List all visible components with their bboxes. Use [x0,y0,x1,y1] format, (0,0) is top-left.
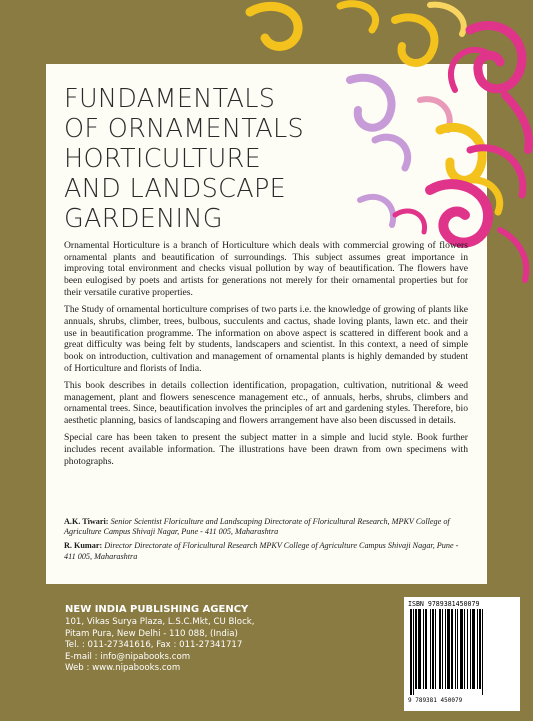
blurb [64,240,468,473]
publisher-name: NEW INDIA PUBLISHING AGENCY [65,604,249,615]
barcode-bar [477,609,478,689]
barcode-bar [482,609,483,695]
barcode-bar [435,609,436,689]
barcode-bar [470,609,471,689]
blurb-paragraph: Special care has been taken to present the subject matter in a simple and lucid style. Book further includes recent available information. The illustrations have been drawn from own specimens with photographs. [64,432,468,467]
book-title [64,84,364,234]
barcode-bar [413,609,414,695]
publisher-phone: Tel. : 011-27341616, Fax : 011-27341717 [65,640,243,650]
barcode-bar [439,609,441,689]
barcode-bar [460,609,463,689]
title-line: FUNDAMENTALS [64,84,276,114]
barcode-bar [425,609,427,689]
publisher-email[interactable]: E-mail : info@nipabooks.com [65,651,191,662]
barcode-bar [464,609,465,689]
title-line: GARDENING [64,204,223,234]
barcode-bars [408,609,516,695]
barcode-bar [455,609,456,689]
barcode-bar [447,609,450,689]
author-bios [64,517,468,566]
publisher-website[interactable]: Web : www.nipabooks.com [65,663,181,673]
blurb-paragraph: Ornamental Horticulture is a branch of Horticulture which deals with commercial growing of flowers ornamental plants and beautification of surroundings. This subject assumes great importance in improving total environment and checks visual pollution by way of beautification. The flowers have been eulogised by poets and artists for generations not merely for their ornamental properties but for their versatile curative properties. [64,240,468,298]
publisher-address: 101, Vikas Surya Plaza, L.S.C.Mkt, CU Block, [65,617,255,627]
title-line: AND LANDSCAPE [64,174,287,204]
barcode-bar [472,609,475,689]
blurb-paragraph: The Study of ornamental horticulture comprises of two parts i.e. the knowledge of growing of plants like annuals, shrubs, climber, trees, bulbous, succulents and cactus, shade loving plants, lawn etc. and their use in beautification programme. The information on above aspect is scattered in different book and a great difficulty was being felt by students, landscapers and scientist. In this context, a need of simple book on introduction, cultivation and management of ornamental plants is highly demanded by student of Horticulture and florists of India. [64,304,468,374]
barcode-bar [442,609,443,689]
publisher-info [65,603,255,675]
title-line: OF ORNAMENTALS [64,114,304,144]
author-name: A.K. Tiwari: [64,517,109,526]
author-description: Senior Scientist Floriculture and Landscaping Directorate of Floricultural Research, MPKV College of Agriculture Campus Shivaji Nagar, Pune - 411 005, Maharashtra [64,517,450,537]
barcode-digits: 9 789381 450079 [408,697,463,704]
barcode-bar [451,609,453,689]
barcode-bar [467,609,468,689]
barcode-bar [423,609,424,689]
barcode-bar [430,609,431,689]
barcode-bar [445,609,446,689]
author-name: R. Kumar: [64,541,103,551]
isbn-label: ISBN 9789381450079 [408,600,480,608]
isbn-barcode [404,597,520,711]
barcode-bar [418,609,421,689]
barcode-bar [479,609,481,689]
author-bio [64,541,468,561]
author-description: Director Directorate of Floricultural Research MPKV College of Agriculture Campus Shivaji Nagar, Pune - 411 005, Maharashtra [64,541,459,561]
blurb-paragraph: This book describes in details collection identification, propagation, cultivation, nutritional & weed management, plant and flowers senescence management etc., of annuals, herbs, shrubs, climbers and ornamental trees. Since, beautification involves the principles of art and gardening styles. Therefore, bio aesthetic planning, basics of landscaping and flowers arrangement have also been discussed in details. [64,379,468,427]
barcode-bar [410,609,412,695]
barcode-bar [415,609,417,689]
title-line: HORTICULTURE [64,144,262,174]
barcode-bar [432,609,434,689]
author-bio [64,517,468,537]
publisher-address: Pitam Pura, New Delhi - 110 088, (India) [65,628,238,639]
barcode-bar [457,609,458,689]
